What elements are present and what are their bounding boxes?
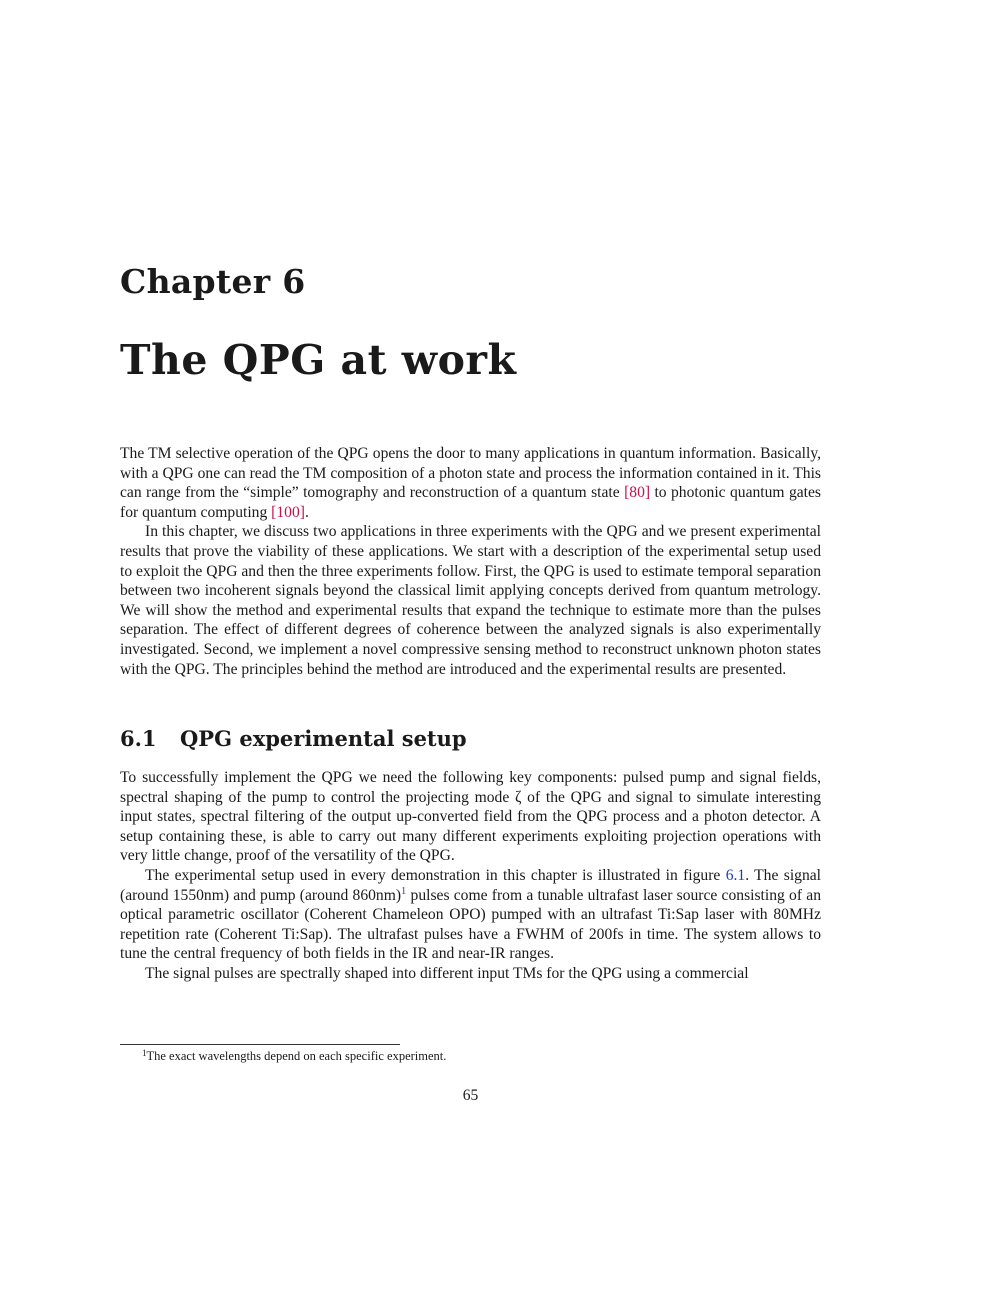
section-paragraph-2-text-b: . The signal (around 1550nm) and pump (around 860nm)	[120, 866, 821, 904]
intro-paragraph-2: In this chapter, we discuss two applications in three experiments with the QPG and we present experimental results that prove the viability of these applications. We start with a description of the experimental setup used to exploit the QPG and then the three experiments follow. First, the QPG is used to estimate temporal separation between two incoherent signals beyond the classical limit applying concepts derived from quantum metrology. We will show the method and experimental results that expand the technique to estimate more than the pulses separation. The effect of different degrees of coherence between the analyzed signals is also experimentally investigated. Second, we implement a novel compressive sensing method to reconstruct unknown photon states with the QPG. The principles behind the method are introduced and the experimental results are presented.	[120, 523, 821, 678]
citation-link-80[interactable]: [80]	[624, 484, 651, 502]
footnote-marker-link[interactable]: 1	[401, 885, 407, 897]
section-text	[120, 768, 821, 984]
section-paragraph-2-text-c: pulses come from a tunable ultrafast laser source consisting of an optical parametric oscillator (Coherent Chameleon OPO) pumped with an ultrafast Ti:Sap laser with 80MHz repetition rate (Coherent Ti:Sap). The ultrafast pulses have a FWHM of 200fs in time. The system allows to tune the central frequency of both fields in the IR and near-IR ranges.	[120, 886, 821, 963]
section-heading	[120, 726, 467, 751]
figure-reference-link[interactable]: 6.1	[725, 866, 746, 884]
section-paragraph-2-text-a: The experimental setup used in every demonstration in this chapter is illustrated in figure	[145, 866, 726, 884]
chapter-title: The QPG at work	[120, 336, 517, 384]
section-paragraph-2	[120, 866, 821, 964]
intro-paragraph-1	[120, 444, 821, 522]
footnote-mark: 1	[142, 1048, 147, 1058]
citation-link-100[interactable]: [100]	[271, 503, 305, 521]
intro-text	[120, 444, 821, 679]
footnote-text: The exact wavelengths depend on each specific experiment.	[146, 1049, 447, 1063]
intro-paragraph-1-text-a: The TM selective operation of the QPG opens the door to many applications in quantum information. Basically, with a QPG one can read the TM composition of a photon state and process the information contained in it. This can range from the “simple” tomography and reconstruction of a quantum state	[120, 445, 821, 502]
chapter-label: Chapter 6	[120, 262, 306, 301]
intro-paragraph-1-text-b: to photonic quantum gates for quantum computing	[120, 484, 822, 521]
section-number: 6.1	[120, 726, 157, 751]
intro-paragraph-1-text-c: .	[304, 503, 309, 521]
footnote-divider	[120, 1044, 400, 1045]
footnote	[142, 1048, 446, 1064]
section-title: QPG experimental setup	[180, 726, 467, 751]
page-number: 65	[462, 1087, 479, 1104]
section-paragraph-3: The signal pulses are spectrally shaped into different input TMs for the QPG using a commercial	[145, 964, 749, 982]
section-paragraph-1: To successfully implement the QPG we need the following key components: pulsed pump and signal fields, spectral shaping of the pump to control the projecting mode ζ of the QPG and signal to simulate interesting input states, spectral filtering of the output up-converted field from the QPG process and a photon detector. A setup containing these, is able to carry out many different experiments exploiting projection operations with very little change, proof of the versatility of the QPG.	[120, 769, 821, 865]
